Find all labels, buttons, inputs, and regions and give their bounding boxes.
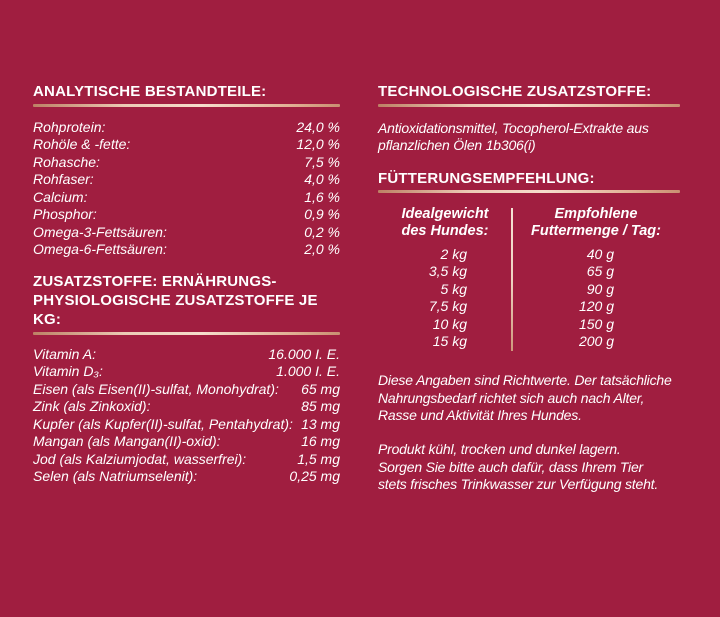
nutritional-additives-table: [33, 346, 340, 486]
feeding-row: [378, 281, 680, 299]
feeding-recommendation-section: [378, 169, 680, 351]
additive-row: [33, 451, 340, 469]
nutrient-label: Omega-3-Fettsäuren:: [33, 223, 167, 240]
weight-cell: 10 kg: [432, 315, 467, 332]
additive-label: Selen (als Natriumselenit):: [33, 468, 198, 484]
storage-note-line1: Produkt kühl, trocken und dunkel lagern.: [378, 441, 621, 457]
food-amount-header-line2: Futtermenge / Tag:: [531, 223, 661, 239]
additive-value: 0,25 mg: [289, 468, 340, 484]
amount-cell: 90 g: [586, 280, 614, 297]
additive-row: [33, 416, 340, 434]
nutrient-value: 1,6 %: [304, 188, 340, 205]
additive-label: Zink (als Zinkoxid):: [33, 398, 151, 414]
weight-cell: 2 kg: [440, 245, 467, 262]
guideline-note-line2: Nahrungsbedarf richtet sich auch nach Alter,: [378, 389, 645, 406]
feeding-table-divider: [511, 208, 514, 351]
gold-rule: [33, 104, 340, 107]
feeding-row: [378, 333, 680, 351]
nutrient-value: 0,9 %: [304, 206, 340, 222]
nutrient-label: Omega-6-Fettsäuren:: [33, 241, 167, 257]
nutrient-value: 7,5 %: [304, 153, 340, 170]
nutrient-row: [33, 241, 340, 259]
gold-rule: [378, 190, 680, 193]
nutrient-label: Calcium:: [33, 188, 88, 205]
technological-additives-text-line1: Antioxidationsmittel, Tocopherol-Extrakte aus: [378, 119, 649, 136]
nutrient-label: Rohöle & -fette:: [33, 136, 131, 152]
ideal-weight-header-line2: des Hundes:: [401, 223, 489, 239]
ideal-weight-header-line1: Idealgewicht: [401, 205, 489, 222]
nutrient-row: [33, 189, 340, 207]
nutrient-row: [33, 154, 340, 172]
additive-value: 85 mg: [301, 398, 340, 414]
additive-value: 1,5 mg: [297, 450, 340, 467]
additive-value: 16 mg: [301, 433, 340, 449]
additive-row: [33, 468, 340, 486]
feeding-recommendation-heading: FÜTTERUNGSEMPFEHLUNG:: [378, 170, 595, 187]
feeding-table-header: [378, 206, 680, 241]
gold-rule: [378, 104, 680, 107]
additive-label: Eisen (als Eisen(II)-sulfat, Monohydrat):: [33, 380, 279, 397]
feeding-row: [378, 298, 680, 316]
amount-cell: 150 g: [578, 315, 614, 332]
feeding-row: [378, 263, 680, 281]
nutrient-label: Rohfaser:: [33, 171, 94, 187]
storage-note-line3: stets frisches Trinkwasser zur Verfügung steht.: [378, 476, 659, 492]
nutritional-additives-heading-line2: PHYSIOLOGISCHE ZUSATZSTOFFE JE KG:: [33, 292, 318, 328]
additive-row: [33, 398, 340, 416]
additive-value: 13 mg: [301, 415, 340, 432]
technological-additives-text-line2: pflanzlichen Ölen 1b306(i): [378, 137, 536, 153]
additive-label: Jod (als Kalziumjodat, wasserfrei):: [33, 450, 247, 467]
nutrient-row: [33, 206, 340, 224]
gold-rule: [33, 332, 340, 335]
nutritional-additives-heading: [33, 272, 340, 329]
additive-row: [33, 346, 340, 364]
nutritional-additives-heading-line1: ZUSATZSTOFFE: ERNÄHRUNGS-: [33, 273, 277, 290]
ideal-weight-header: [378, 206, 512, 241]
additive-label: Kupfer (als Kupfer(II)-sulfat, Pentahydrat):: [33, 415, 293, 432]
feeding-row: [378, 246, 680, 264]
technological-additives-text: [378, 120, 680, 155]
analytical-constituents-heading: ANALYTISCHE BESTANDTEILE:: [33, 83, 267, 100]
guideline-note: [378, 372, 696, 425]
additive-row: [33, 381, 340, 399]
storage-note: [378, 441, 696, 494]
feeding-table-rows: [378, 246, 680, 351]
weight-cell: 7,5 kg: [428, 298, 467, 314]
technological-additives-heading: TECHNOLOGISCHE ZUSATZSTOFFE:: [378, 83, 652, 100]
nutritional-additives-section: [33, 272, 340, 486]
feeding-row: [378, 316, 680, 334]
amount-cell: 200 g: [578, 333, 614, 349]
analytical-constituents-table: [33, 119, 340, 259]
nutrient-value: 4,0 %: [304, 171, 340, 187]
storage-note-line2: Sorgen Sie bitte auch dafür, dass Ihrem Tier: [378, 458, 643, 475]
nutrient-value: 0,2 %: [304, 223, 340, 240]
additive-value: 16.000 I. E.: [268, 345, 340, 362]
nutrient-row: [33, 119, 340, 137]
nutrient-label: Rohprotein:: [33, 118, 106, 135]
nutrient-value: 2,0 %: [304, 241, 340, 257]
guideline-note-line1: Diese Angaben sind Richtwerte. Der tatsächliche: [378, 372, 672, 388]
analytical-constituents-section: [33, 82, 340, 259]
amount-cell: 65 g: [586, 263, 614, 279]
weight-cell: 15 kg: [432, 333, 467, 349]
additive-value: 1.000 I. E.: [276, 363, 340, 379]
additive-label: Vitamin D₃:: [33, 363, 103, 379]
amount-cell: 40 g: [586, 245, 614, 262]
nutrient-row: [33, 224, 340, 242]
nutrient-row: [33, 171, 340, 189]
additive-label: Vitamin A:: [33, 345, 97, 362]
technological-additives-section: [378, 82, 680, 155]
nutrient-value: 12,0 %: [296, 136, 340, 152]
food-amount-header: [512, 206, 680, 241]
weight-cell: 5 kg: [440, 280, 467, 297]
additive-value: 65 mg: [301, 380, 340, 397]
amount-cell: 120 g: [578, 298, 614, 314]
nutrient-label: Rohasche:: [33, 153, 100, 170]
nutrient-value: 24,0 %: [296, 118, 340, 135]
additive-row: [33, 433, 340, 451]
weight-cell: 3,5 kg: [428, 263, 467, 279]
additive-label: Mangan (als Mangan(II)-oxid):: [33, 433, 221, 449]
nutrient-label: Phosphor:: [33, 206, 97, 222]
nutrient-row: [33, 136, 340, 154]
guideline-note-line3: Rasse und Aktivität Ihres Hundes.: [378, 407, 582, 423]
food-amount-header-line1: Empfohlene: [554, 205, 638, 222]
additive-row: [33, 363, 340, 381]
